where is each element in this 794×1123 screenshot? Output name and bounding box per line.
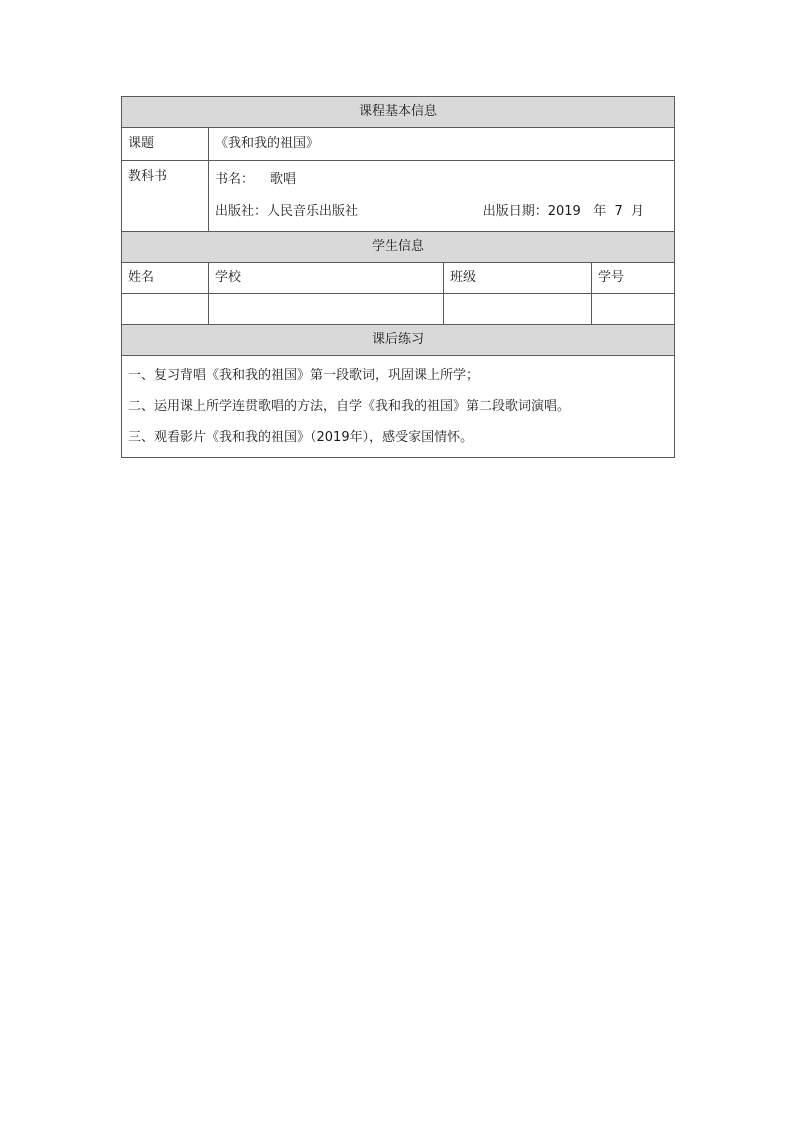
publisher-label: 出版社： bbox=[215, 204, 268, 220]
course-info-header-row bbox=[122, 97, 675, 128]
column-name: 姓名 bbox=[122, 263, 209, 294]
column-school: 学校 bbox=[209, 263, 444, 294]
student-info-header-row bbox=[122, 232, 675, 263]
topic-label: 课题 bbox=[122, 128, 209, 161]
exercises-header-row bbox=[122, 325, 675, 356]
school-entry-cell[interactable] bbox=[209, 294, 444, 325]
textbook-label: 教科书 bbox=[122, 161, 209, 232]
pub-date-value: 2019 年 7 月 bbox=[547, 204, 645, 220]
publisher-line bbox=[215, 200, 668, 224]
student-columns-row bbox=[122, 263, 675, 294]
course-info-title: 课程基本信息 bbox=[122, 97, 675, 128]
exercise-item: 一、复习背唱《我和我的祖国》第一段歌词，巩固课上所学； bbox=[128, 367, 480, 383]
student-info-title: 学生信息 bbox=[122, 232, 675, 263]
student-id-entry-cell[interactable] bbox=[592, 294, 675, 325]
exercise-item: 三、观看影片《我和我的祖国》（2019年），感受家国情怀。 bbox=[128, 429, 474, 445]
name-entry-cell[interactable] bbox=[122, 294, 209, 325]
student-entry-row bbox=[122, 294, 675, 325]
publisher-value: 人民音乐出版社 bbox=[267, 204, 359, 220]
lesson-info-table bbox=[121, 96, 675, 458]
pub-date-label: 出版日期： bbox=[482, 204, 548, 220]
publication-date bbox=[483, 204, 668, 220]
column-student-id: 学号 bbox=[592, 263, 675, 294]
column-class: 班级 bbox=[444, 263, 592, 294]
exercises-row bbox=[122, 356, 675, 458]
textbook-row bbox=[122, 161, 675, 232]
class-entry-cell[interactable] bbox=[444, 294, 592, 325]
textbook-details bbox=[209, 161, 675, 232]
exercises-list bbox=[122, 356, 675, 458]
exercise-item: 二、运用课上所学连贯歌唱的方法，自学《我和我的祖国》第二段歌词演唱。 bbox=[128, 398, 571, 414]
book-name-line bbox=[215, 168, 668, 192]
exercises-title: 课后练习 bbox=[122, 325, 675, 356]
topic-row bbox=[122, 128, 675, 161]
book-name-label: 书名： bbox=[215, 172, 255, 188]
topic-value: 《我和我的祖国》 bbox=[209, 128, 675, 161]
book-name-value: 歌唱 bbox=[270, 172, 297, 188]
